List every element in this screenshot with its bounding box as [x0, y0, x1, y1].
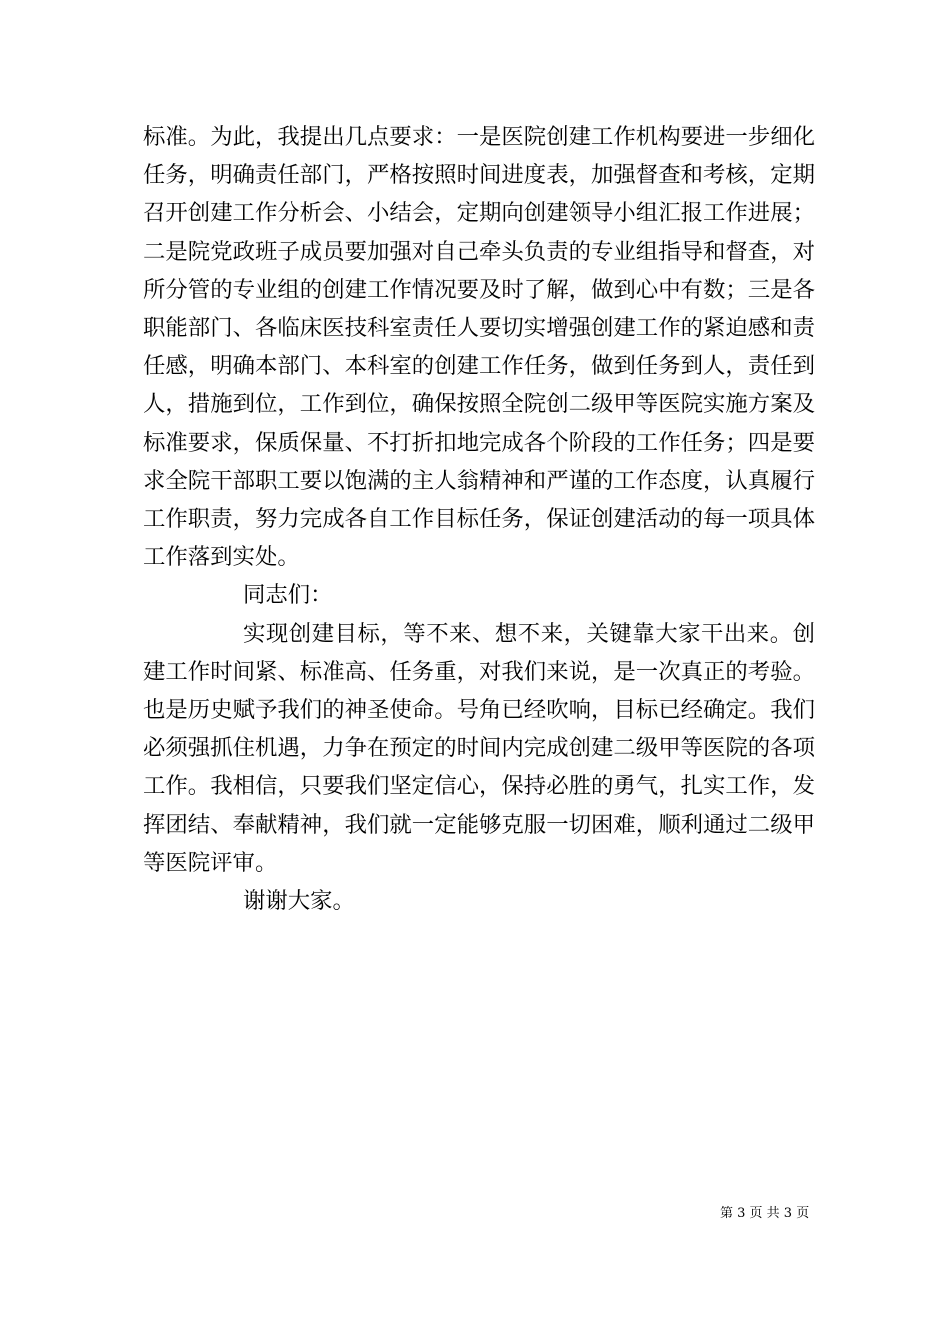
paragraph-salutation: 同志们： — [243, 582, 333, 609]
page-number-footer: 第 3 页 共 3 页 — [720, 1206, 810, 1221]
paragraph-requirements: 标准。为此，我提出几点要求：一是医院创建工作机构要进一步细化任务，明确责任部门，严格按照时间进度表，加强督查和考核，定期召开创建工作分析会、小结会，定期向创建领导小组汇报工作进展；二是院党政班子成员要加强对自己牵头负责的专业组指导和督查，对所分管的专业组的创建工作情况要及时了解，做到心中有数；三是各职能部门、各临床医技科室责任人要切实增强创建工作的紧迫感和责任感，明确本部门、本科室的创建工作任务，做到任务到人，责任到人，措施到位，工作到位，确保按照全院创二级甲等医院实施方案及标准要求，保质保量、不打折扣地完成各个阶段的工作任务；四是要求全院干部职工要以饱满的主人翁精神和严谨的工作态度，认真履行工作职责，努力完成各自工作目标任务，保证创建活动的每一项具体工作落到实处。 — [143, 124, 815, 571]
paragraph-conclusion: 实现创建目标，等不来、想不来，关键靠大家干出来。创建工作时间紧、标准高、任务重，对我们来说，是一次真正的考验。也是历史赋予我们的神圣使命。号角已经吹响，目标已经确定。我们必须强抓住机遇，力争在预定的时间内完成创建二级甲等医院的各项工作。我相信，只要我们坚定信心，保持必胜的勇气，扎实工作，发挥团结、奉献精神，我们就一定能够克服一切困难，顺利通过二级甲等医院评审。 — [143, 620, 815, 876]
paragraph-thanks: 谢谢大家。 — [243, 888, 355, 915]
document-body — [143, 118, 815, 920]
